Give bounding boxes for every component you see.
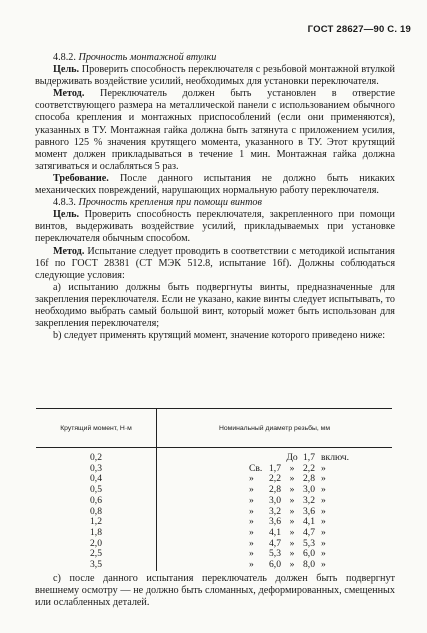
range-tail: » xyxy=(321,484,326,496)
method-text: Переключатель должен быть установлен в отверстие соответствующего размера на металлической панели с использованием обычного способа крепления и монтажных приспособлений (если они применяются), указанных в ТУ. Монтажная гайка должна быть затянута с приложением усилия, равного 125 % значения крутящего момента, указанного в ТУ. Этот крутящий момент должен прикладываться в течение 1 мин. Монтажная гайка должна затягиваться и ослабляться 5 раз. xyxy=(35,88,395,172)
range-to-val: 3,6 xyxy=(303,505,315,517)
section-heading-482 xyxy=(35,52,395,64)
range-pre: » xyxy=(249,559,254,571)
column-header-diameter: Номинальный диаметр резьбы, мм xyxy=(157,409,393,448)
column-header-torque: Крутящий момент, Н·м xyxy=(36,409,157,448)
range-pre: » xyxy=(249,526,254,538)
method-paragraph xyxy=(35,246,395,282)
range-to-val: 8,0 xyxy=(303,559,315,571)
section-title: Прочность крепления при помощи винтов xyxy=(78,197,262,209)
range-from: 3,2 xyxy=(269,505,281,517)
range-tail: » xyxy=(321,494,326,506)
range-to-val: 3,0 xyxy=(303,484,315,496)
range-to: » xyxy=(289,537,295,549)
range-from: 3,0 xyxy=(269,494,281,506)
torque-value: 0,8 xyxy=(90,505,102,517)
range-from: 2,8 xyxy=(269,484,281,496)
method-label: Метод. xyxy=(53,245,85,257)
range-to: » xyxy=(289,516,295,528)
range-to: » xyxy=(289,494,295,506)
range-to-val: 1,7 xyxy=(303,452,315,463)
torque-value: 1,8 xyxy=(90,526,102,538)
closing-text xyxy=(35,573,395,609)
range-tail: » xyxy=(321,516,326,528)
range-tail: включ. xyxy=(321,452,350,463)
range-tail: » xyxy=(321,505,326,517)
range-tail: » xyxy=(321,548,326,560)
range-pre: » xyxy=(249,537,254,549)
range-tail: » xyxy=(321,526,326,538)
goal-text: Проверить способность переключателя, закрепленного при помощи винтов, выдерживать воздействие усилий, прикладываемых при установке переключателя обычным способом. xyxy=(35,209,395,245)
section-heading-483 xyxy=(35,197,395,209)
list-item-b: b) следует применять крутящий момент, значение которого приведено ниже: xyxy=(53,330,386,342)
torque-value: 2,5 xyxy=(90,548,102,560)
range-tail: » xyxy=(321,462,326,474)
diameter-values-column xyxy=(157,448,393,571)
range-to: » xyxy=(289,505,295,517)
torque-value: 0,5 xyxy=(90,484,102,496)
table-header-row xyxy=(36,409,392,448)
goal-label: Цель. xyxy=(53,209,80,221)
diameter-range xyxy=(249,560,392,571)
page-header: ГОСТ 28627—90 С. 19 xyxy=(307,24,411,35)
range-pre: » xyxy=(249,494,254,506)
range-to: » xyxy=(289,473,295,485)
requirement-label: Требование. xyxy=(53,172,109,184)
range-pre: Св. xyxy=(249,462,263,474)
range-pre: » xyxy=(249,484,254,496)
range-tail: » xyxy=(321,559,326,571)
range-pre: » xyxy=(249,516,254,528)
range-from: 5,3 xyxy=(269,548,281,560)
table-body xyxy=(36,448,392,571)
range-to-val: 2,8 xyxy=(303,473,315,485)
main-text xyxy=(35,52,395,342)
goal-paragraph xyxy=(35,64,395,88)
range-from: 3,6 xyxy=(269,516,281,528)
list-item-c: с) после данного испытания переключатель должен быть подвергнут внешнему осмотру — не должно быть сломанных, деформированных, смещенных или ослабленных деталей. xyxy=(35,573,395,609)
range-pre: » xyxy=(249,505,254,517)
method-label: Метод. xyxy=(53,88,85,100)
method-paragraph xyxy=(35,88,395,173)
section-number: 4.8.2. xyxy=(53,52,76,63)
range-from: 4,1 xyxy=(269,526,281,538)
range-to-val: 5,3 xyxy=(303,537,315,549)
list-item-a: а) испытанию должны быть подвергнуты винты, предназначенные для закрепления переключателя. Если не указано, какие винты следует испытывать, то необходимо выбрать самый большой винт, который может быть использован для закрепления переключателя; xyxy=(35,281,395,330)
torque-value: 2,0 xyxy=(90,537,102,549)
range-to-val: 6,0 xyxy=(303,548,315,560)
torque-value: 0,4 xyxy=(90,473,102,485)
range-to-val: 4,7 xyxy=(303,526,315,538)
section-title: Прочность монтажной втулки xyxy=(78,52,217,63)
torque-values-column xyxy=(36,448,157,571)
range-tail: » xyxy=(321,537,326,549)
range-to: » xyxy=(289,526,295,538)
requirement-text: После данного испытания не должно быть никаких механических повреждений, нарушающих нормальную работу переключателя. xyxy=(35,172,396,197)
goal-text: Проверить способность переключателя с резьбовой монтажной втулкой выдерживать воздействие усилий, необходимых для установки переключателя. xyxy=(35,64,396,88)
diameter-range xyxy=(249,496,392,507)
range-to: » xyxy=(289,484,295,496)
range-tail: » xyxy=(321,473,326,485)
range-to-val: 3,2 xyxy=(303,494,315,506)
range-to-val: 2,2 xyxy=(303,462,315,474)
torque-table xyxy=(36,408,392,571)
goal-label: Цель. xyxy=(53,64,80,76)
range-from: 6,0 xyxy=(269,559,281,571)
range-pre: » xyxy=(249,548,254,560)
range-from: 2,2 xyxy=(269,473,281,485)
range-to: » xyxy=(289,462,295,474)
torque-value: 0,3 xyxy=(90,462,102,474)
torque-value: 1,2 xyxy=(90,516,102,528)
requirement-paragraph xyxy=(35,173,395,197)
range-to-val: 4,1 xyxy=(303,516,315,528)
method-text: Испытание следует проводить в соответствии с методикой испытания 16f по ГОСТ 28381 (СТ МЭК 512.8, испытание 16f). Должны соблюдаться следующие условия: xyxy=(35,245,395,281)
range-to: » xyxy=(289,559,295,571)
torque-value: 3,5 xyxy=(90,559,102,571)
range-to: До xyxy=(286,452,298,463)
range-from: 4,7 xyxy=(269,537,281,549)
torque-value: 0,2 xyxy=(90,452,102,463)
range-to: » xyxy=(289,548,295,560)
goal-paragraph xyxy=(35,209,395,245)
range-from: 1,7 xyxy=(269,462,281,474)
range-pre: » xyxy=(249,473,254,485)
section-number: 4.8.3. xyxy=(53,197,76,209)
torque-value: 0,6 xyxy=(90,494,102,506)
